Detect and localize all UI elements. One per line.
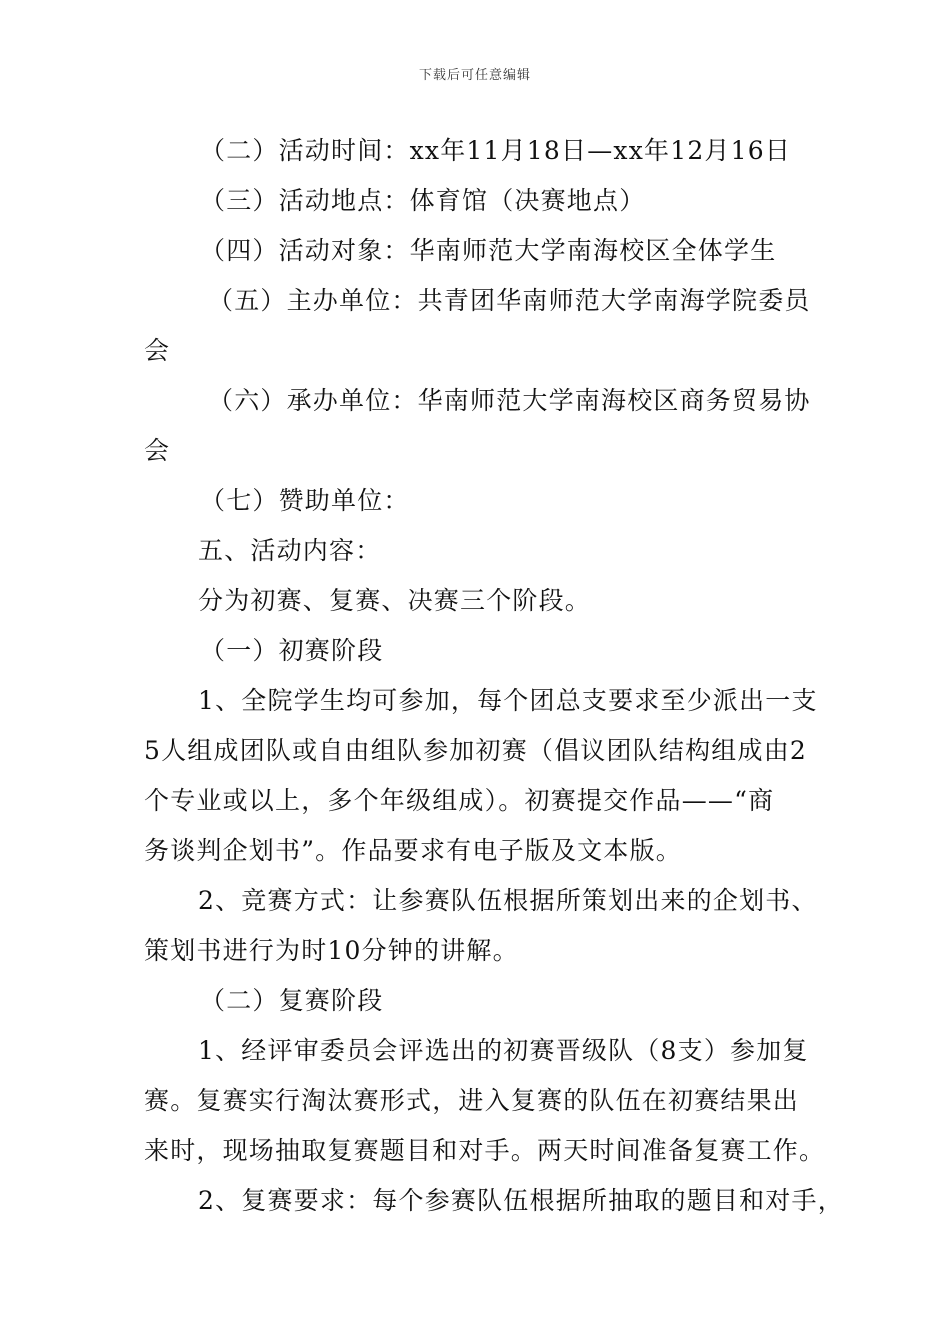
text-line-organizer-cont: 会 xyxy=(144,336,171,365)
text-line-method-2: 策划书进行为时10分钟的讲解。 xyxy=(144,936,519,965)
text-line-co-organizer: （六）承办单位：华南师范大学南海校区商务贸易协 xyxy=(208,386,811,415)
text-line-semi-3: 来时，现场抽取复赛题目和对手。两天时间准备复赛工作。 xyxy=(144,1136,826,1165)
text-line-prelim-2: 5人组成团队或自由组队参加初赛（倡议团队结构组成由2 xyxy=(144,736,808,765)
text-line-activity-target: （四）活动对象：华南师范大学南海校区全体学生 xyxy=(200,236,777,265)
text-line-semi-req: 2、复赛要求：每个参赛队伍根据所抽取的题目和对手， xyxy=(198,1186,844,1215)
text-line-organizer: （五）主办单位：共青团华南师范大学南海学院委员 xyxy=(208,286,811,315)
text-line-semi-1: 1、经评审委员会评选出的初赛晋级队（8支）参加复 xyxy=(198,1036,809,1065)
page-header: 下载后可任意编辑 xyxy=(418,68,531,83)
text-line-stages: 分为初赛、复赛、决赛三个阶段。 xyxy=(198,586,592,615)
text-line-prelim-1: 1、全院学生均可参加，每个团总支要求至少派出一支 xyxy=(198,686,818,715)
subheading-preliminary: （一）初赛阶段 xyxy=(200,636,384,665)
text-line-co-organizer-cont: 会 xyxy=(144,436,171,465)
text-line-method-1: 2、竞赛方式：让参赛队伍根据所策划出来的企划书、 xyxy=(198,886,818,915)
text-line-sponsor: （七）赞助单位： xyxy=(200,486,410,515)
subheading-semifinal: （二）复赛阶段 xyxy=(200,986,384,1015)
text-line-prelim-3: 个专业或以上，多个年级组成）。初赛提交作品——“商 xyxy=(144,786,775,815)
text-line-semi-2: 赛。复赛实行淘汰赛形式，进入复赛的队伍在初赛结果出 xyxy=(144,1086,800,1115)
text-line-activity-location: （三）活动地点：体育馆（决赛地点） xyxy=(200,186,646,215)
text-line-activity-time: （二）活动时间：xx年11月18日—xx年12月16日 xyxy=(200,136,792,165)
section-heading-content: 五、活动内容： xyxy=(198,536,382,565)
text-line-prelim-4: 务谈判企划书”。作品要求有电子版及文本版。 xyxy=(144,836,682,865)
